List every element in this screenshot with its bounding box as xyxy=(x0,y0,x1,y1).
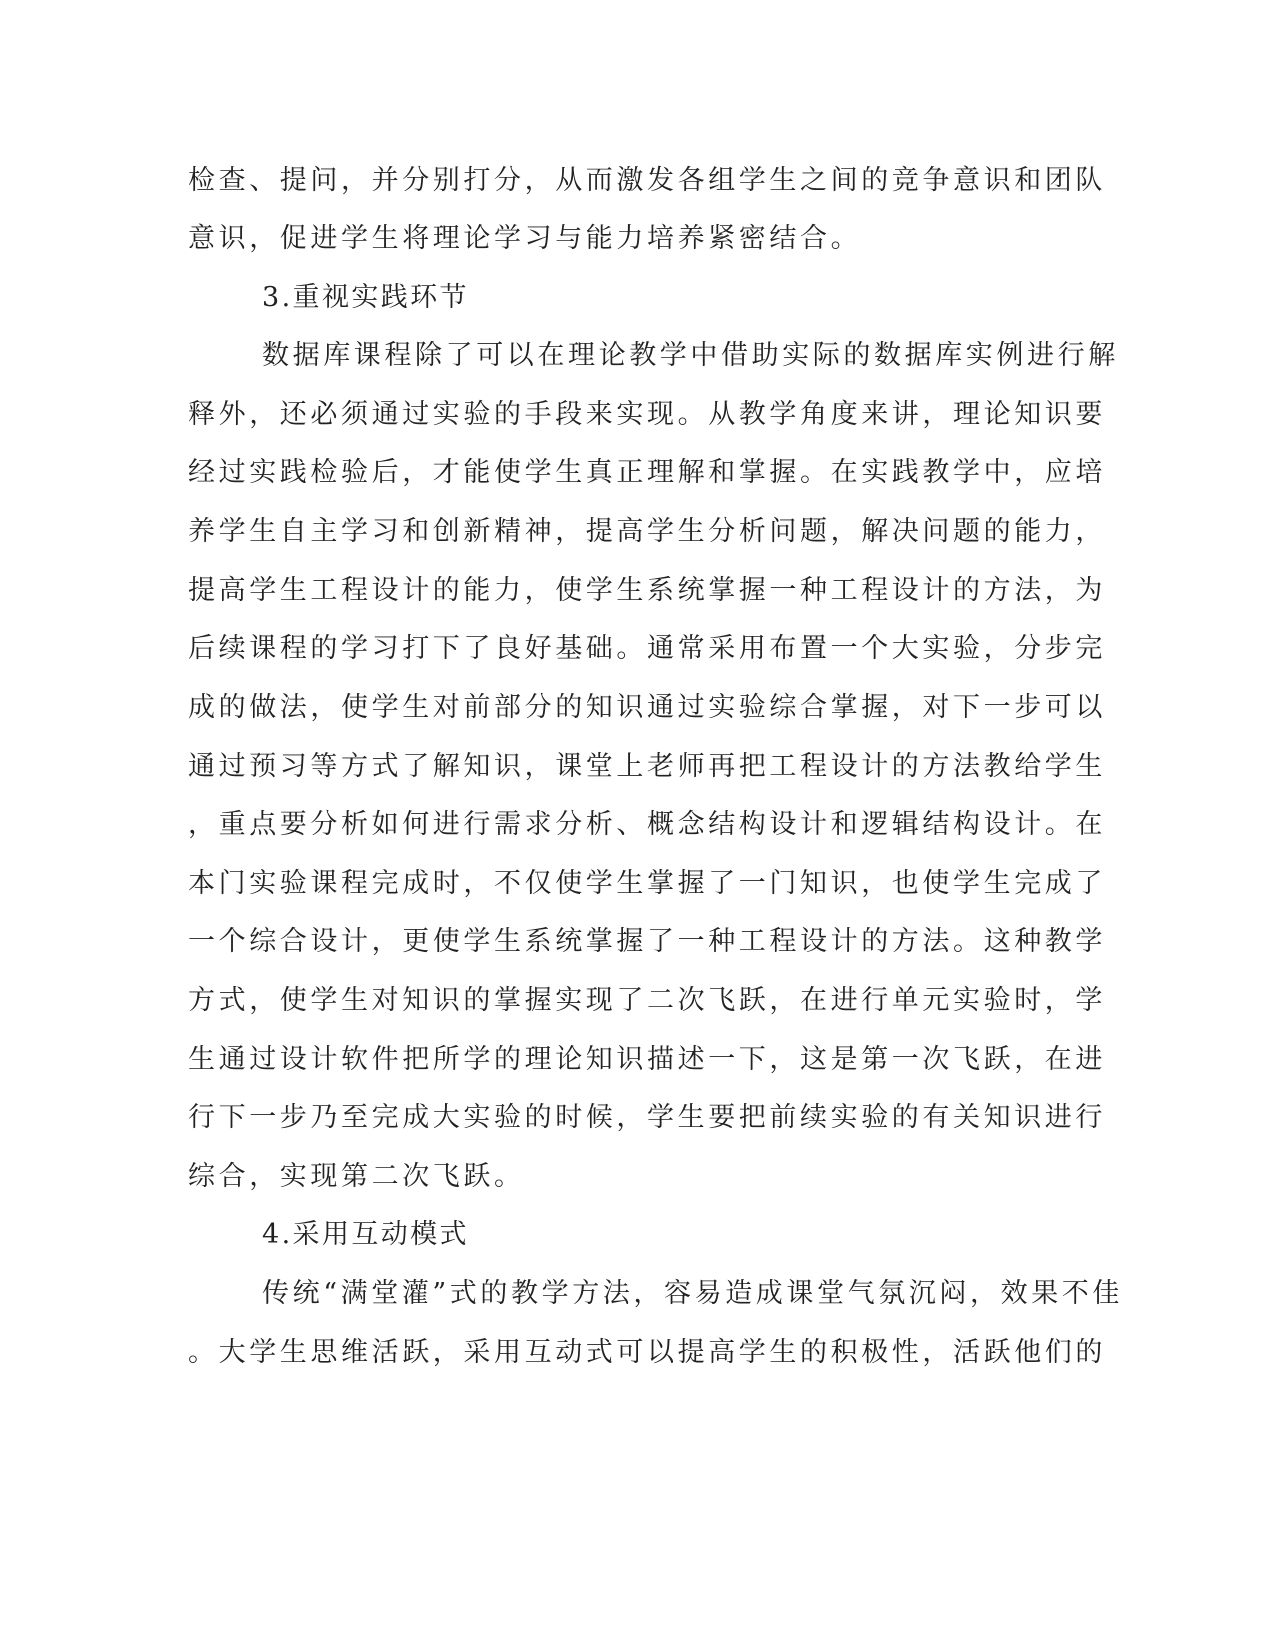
paragraph-line: 数据库课程除了可以在理论教学中借助实际的数据库实例进行解 xyxy=(262,340,1119,371)
paragraph-line: 生通过设计软件把所学的理论知识描述一下，这是第一次飞跃，在进 xyxy=(188,1044,1106,1075)
paragraph-line: 经过实践检验后，才能使学生真正理解和掌握。在实践教学中，应培 xyxy=(188,457,1106,488)
section-heading: 4.采用互动模式 xyxy=(262,1219,469,1250)
paragraph-line: ，重点要分析如何进行需求分析、概念结构设计和逻辑结构设计。在 xyxy=(188,809,1106,840)
paragraph-line: 方式，使学生对知识的掌握实现了二次飞跃，在进行单元实验时，学 xyxy=(188,985,1106,1016)
paragraph-line: 检查、提问，并分别打分，从而激发各组学生之间的竞争意识和团队 xyxy=(188,165,1106,196)
paragraph-line: 成的做法，使学生对前部分的知识通过实验综合掌握，对下一步可以 xyxy=(188,692,1106,723)
paragraph-line: 通过预习等方式了解知识，课堂上老师再把工程设计的方法教给学生 xyxy=(188,751,1106,782)
paragraph-line: 意识，促进学生将理论学习与能力培养紧密结合。 xyxy=(188,223,862,254)
section-heading: 3.重视实践环节 xyxy=(262,282,469,313)
paragraph-line: 释外，还必须通过实验的手段来实现。从教学角度来讲，理论知识要 xyxy=(188,399,1106,430)
paragraph-line: 后续课程的学习打下了良好基础。通常采用布置一个大实验，分步完 xyxy=(188,633,1106,664)
paragraph-line: 。大学生思维活跃，采用互动式可以提高学生的积极性，活跃他们的 xyxy=(188,1337,1106,1368)
paragraph-line: 提高学生工程设计的能力，使学生系统掌握一种工程设计的方法，为 xyxy=(188,575,1106,606)
paragraph-line: 传统“满堂灌”式的教学方法，容易造成课堂气氛沉闷，效果不佳 xyxy=(262,1278,1124,1309)
paragraph-line: 综合，实现第二次飞跃。 xyxy=(188,1161,525,1192)
paragraph-line: 行下一步乃至完成大实验的时候，学生要把前续实验的有关知识进行 xyxy=(188,1102,1106,1133)
paragraph-line: 本门实验课程完成时，不仅使学生掌握了一门知识，也使学生完成了 xyxy=(188,868,1106,899)
paragraph-line: 养学生自主学习和创新精神，提高学生分析问题，解决问题的能力， xyxy=(188,516,1106,547)
paragraph-line: 一个综合设计，更使学生系统掌握了一种工程设计的方法。这种教学 xyxy=(188,926,1106,957)
